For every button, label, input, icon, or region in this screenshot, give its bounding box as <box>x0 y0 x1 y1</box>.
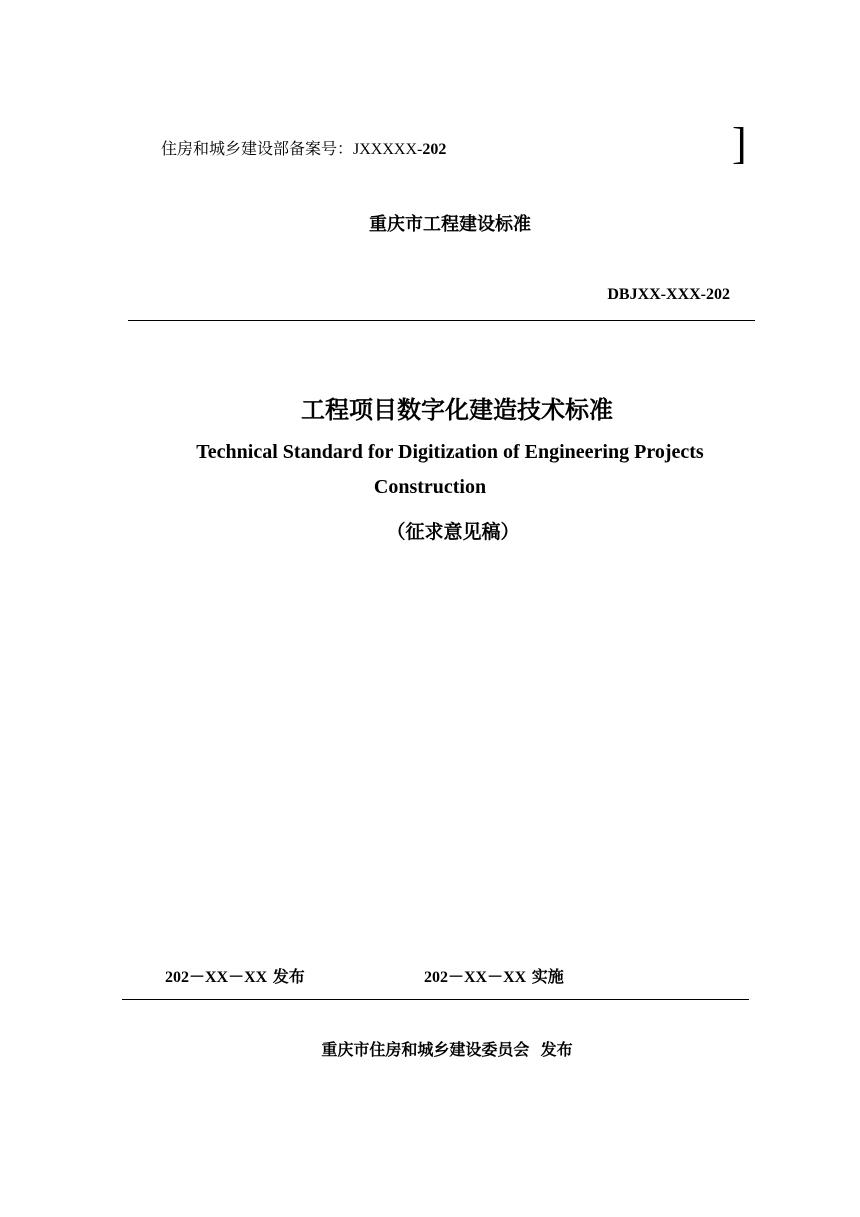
issue-date <box>165 964 305 987</box>
draft-status-note: （征求意见稿） <box>386 521 520 543</box>
filing-number-code: JXXXXX- <box>353 141 423 158</box>
filing-number-label: 住房和城乡建设部备案号： <box>161 139 354 158</box>
bottom-divider <box>122 999 749 1000</box>
publisher-line: 重庆市住房和城乡建设委员会 发布 <box>321 1040 573 1059</box>
issue-date-value: 202－XX－XX <box>165 969 268 986</box>
implementation-date-value: 202－XX－XX <box>424 969 527 986</box>
implementation-date-label: 实施 <box>526 967 564 986</box>
document-title-chinese: 工程项目数字化建造技术标准 <box>301 396 613 424</box>
standard-number: DBJXX-XXX-202 <box>607 286 730 303</box>
corner-bracket: ] <box>732 119 747 168</box>
top-divider <box>128 320 755 321</box>
filing-number-year: 202 <box>422 141 447 158</box>
implementation-date <box>424 964 564 987</box>
filing-number-line <box>161 136 446 159</box>
document-title-english-line-1: Technical Standard for Digitization of Engineering Projects <box>196 441 704 463</box>
document-title-english-line-2: Construction <box>373 476 487 498</box>
issue-date-label: 发布 <box>267 967 305 986</box>
standard-category-heading: 重庆市工程建设标准 <box>369 214 531 235</box>
